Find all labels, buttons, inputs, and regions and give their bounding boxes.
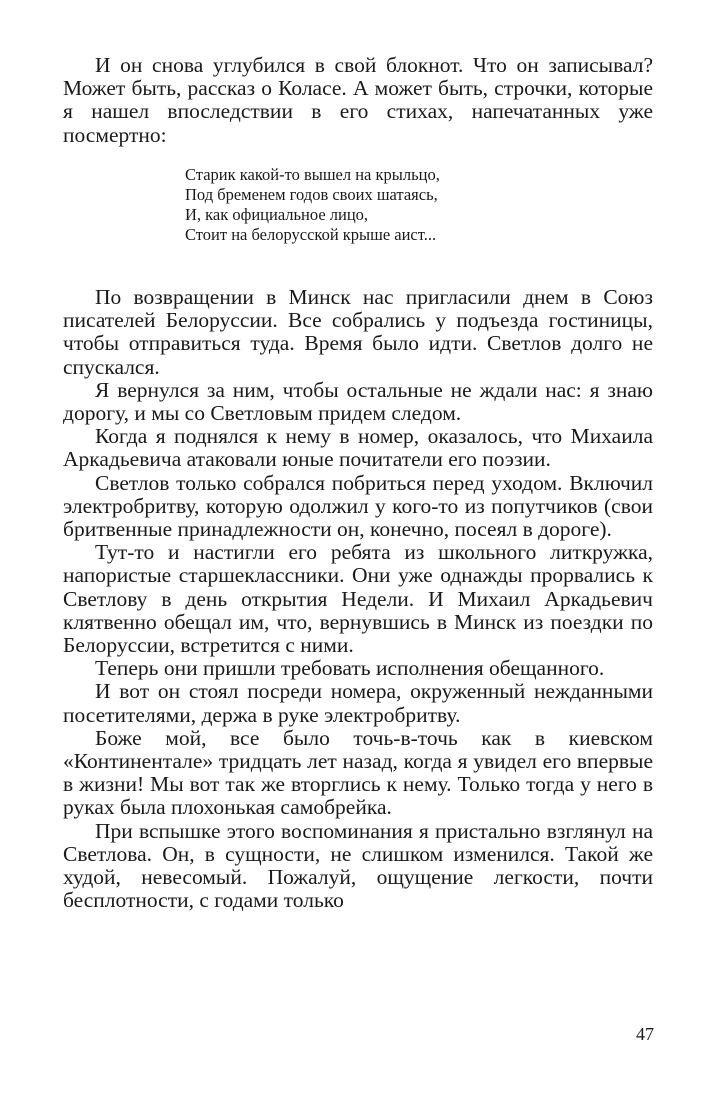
- poem-line: И, как официальное лицо,: [185, 205, 369, 224]
- paragraph: Когда я поднялся к нему в номер, оказалось, что Михаила Аркадьевича атаковали юные почитатели его поэзии.: [63, 424, 653, 472]
- intro-paragraph: И он снова углубился в свой блокнот. Что он записывал? Может быть, рассказ о Коласе. А может быть, строчки, которые я нашел впоследствии в его стихах, напечатанных уже посмертно:: [63, 53, 653, 147]
- poem-line: Стоит на белорусской крыше аист...: [185, 225, 437, 244]
- paragraph: Теперь они пришли требовать исполнения обещанного.: [95, 656, 605, 681]
- paragraph: Боже мой, все было точь-в-точь как в киевском «Континентале» тридцать лет назад, когда я увидел его впервые в жизни! Мы вот так же вторглись к нему. Только тогда у него в руках была плохонькая самобрейка.: [63, 725, 653, 820]
- paragraph: И вот он стоял посреди номера, окруженный нежданными посетителями, держа в руке электробритву.: [63, 679, 653, 727]
- paragraph: Светлов только собрался побриться перед уходом. Включил электробритву, которую одолжил у кого-то из попутчиков (свои бритвенные принадлежности он, конечно, посеял в дороге).: [63, 470, 653, 542]
- paragraph: По возвращении в Минск нас пригласили днем в Союз писателей Белоруссии. Все собрались у подъезда гостиницы, чтобы отправиться туда. Время было идти. Светлов долго не спускался.: [63, 285, 653, 379]
- main-text: [63, 286, 653, 912]
- paragraph: Тут-то и настигли его ребята из школьного литкружка, напористые старшеклассники. Они уже однажды прорвались к Светлову в день открытия Недели. И Михаил Аркадьевич клятвенно обещал им, что, вернувшись в Минск из поездки по Белоруссии, встретится с ними.: [63, 540, 653, 658]
- intro-text: [63, 54, 653, 147]
- poem-stanza: [185, 165, 440, 245]
- page-number: 47: [636, 1024, 654, 1044]
- poem-line: Под бременем годов своих шатаясь,: [185, 185, 438, 204]
- paragraph: При вспышке этого воспоминания я пристально взглянул на Светлова. Он, в сущности, не слишком изменился. Такой же худой, невесомый. Пожалуй, ощущение легкости, почти бесплотности, с годами только: [63, 818, 653, 913]
- paragraph: Я вернулся за ним, чтобы остальные не ждали нас: я знаю дорогу, и мы со Светловым придем следом.: [63, 377, 653, 426]
- poem-line: Старик какой-то вышел на крыльцо,: [185, 165, 440, 184]
